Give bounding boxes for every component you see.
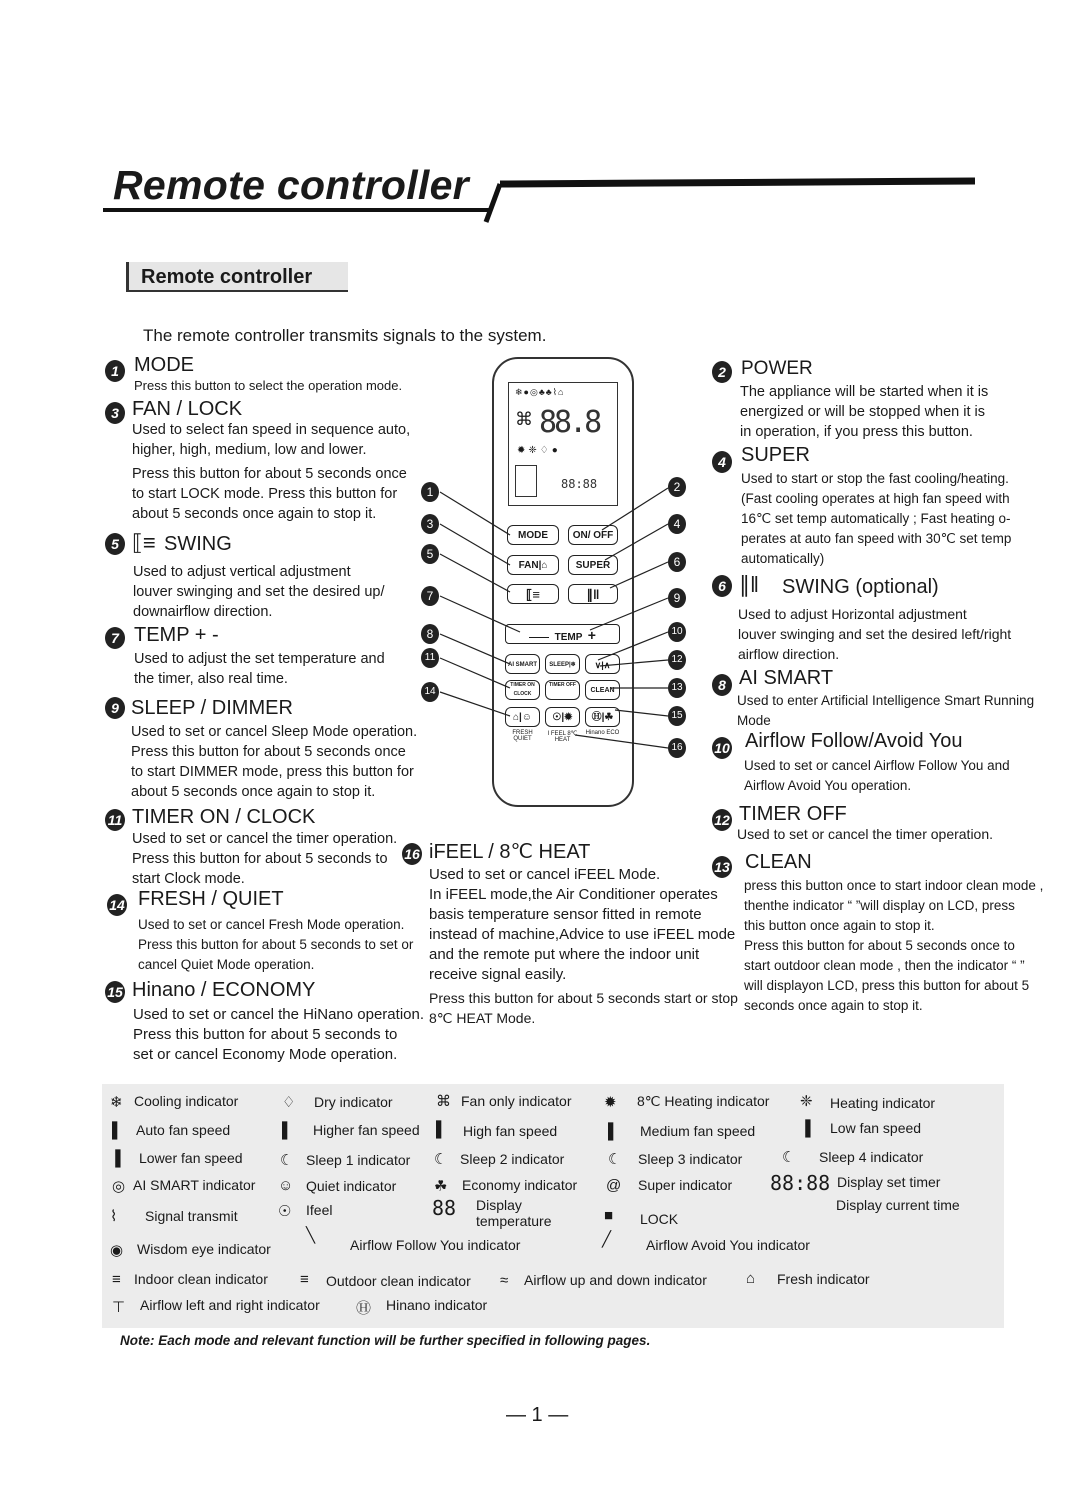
callout-2: 2 [668,477,686,497]
fan-lock-button[interactable]: FAN|⌂ [507,555,559,575]
item-text: Airflow Avoid You operation. [744,778,912,793]
legend-icon: ⌂ [746,1270,756,1287]
item-text: start Clock mode. [132,871,245,887]
legend-icon: ✹ [604,1094,617,1111]
item-text: cancel Quiet Mode operation. [138,957,315,972]
item-title: CLEAN [745,851,812,873]
legend-label: 8℃ Heating indicator [637,1093,770,1109]
footnote: Note: Each mode and relevant function will be further specified in following pages. [120,1333,651,1348]
item-title: TIMER OFF [739,803,847,825]
legend-icon: 88 [432,1196,457,1220]
legend-label: Economy indicator [462,1177,578,1193]
lcd-timer: 88:88 [561,477,598,491]
item-text: about 5 seconds once again to stop it. [131,784,376,800]
item-title: TEMP + - [134,624,219,646]
legend-icon: ⊤ [112,1299,126,1316]
item-text: Used to set or cancel iFEEL Mode. [429,866,661,883]
item-text: automatically) [741,551,825,566]
legend-label: Indoor clean indicator [134,1271,268,1287]
legend-label: Airflow left and right indicator [140,1297,320,1313]
legend-label: Wisdom eye indicator [137,1241,271,1257]
legend-label: Display temperature [476,1197,552,1229]
legend-icon: 88:88 [770,1171,831,1195]
item-number: 8 [712,674,732,696]
item-text: Press this button for about 5 seconds start or stop [429,990,738,1006]
callout-7: 7 [421,586,439,606]
item-text: Mode [737,713,771,728]
item-text: the timer, also real time. [134,671,288,687]
item-text: and the remote put where the indoor unit [429,946,700,963]
legend-icon: ❄ [110,1094,123,1111]
item-text: Press this button for about 5 seconds to [133,1026,398,1043]
swing-vertical-icon: ⟦≡ [132,530,156,555]
item-number: 1 [105,360,125,382]
item-text: 8℃ HEAT Mode. [429,1010,536,1026]
item-text: in operation, if you press this button. [740,424,973,440]
super-button[interactable]: SUPER [568,555,618,575]
item-title: MODE [134,354,194,376]
page-number: — 1 — [506,1404,569,1426]
legend-label: Lower fan speed [139,1150,243,1166]
callout-10: 10 [668,622,686,642]
fresh-quiet-label: FRESH QUIET [512,730,533,742]
item-number: 7 [105,627,125,649]
callout-5: 5 [421,544,439,564]
item-title: SWING (optional) [782,576,939,598]
legend-label: Sleep 3 indicator [638,1151,743,1167]
item-text: Used to adjust Horizontal adjustment [738,606,967,622]
legend-label: High fan speed [463,1123,558,1139]
item-text: airflow direction. [738,646,840,662]
item-text: The appliance will be started when it is [740,384,989,400]
legend-label: Sleep 2 indicator [460,1151,565,1167]
legend-icon: ⌇ [110,1208,118,1225]
legend-icon: ☾ [782,1149,796,1166]
timer-off-button[interactable]: TIMER OFF [545,680,580,700]
item-text: Used to adjust the set temperature and [134,651,385,667]
legend-label: Signal transmit [145,1208,238,1224]
item-number: 3 [105,402,125,424]
lcd-temperature: 88.8 [539,405,600,440]
item-text: energized or will be stopped when it is [740,404,986,420]
item-number: 14 [107,894,127,916]
airflow-button[interactable]: ∨|∧ [585,654,620,674]
item-text: Used to set or cancel the HiNano operation. [133,1006,424,1023]
legend-label: Fresh indicator [777,1271,870,1287]
legend-icon: ☾ [434,1151,448,1168]
intro-text: The remote controller transmits signals to the system. [143,326,547,345]
mode-button[interactable]: MODE [507,525,559,545]
legend-label: Display current time [836,1197,960,1213]
plus-icon: + [587,627,596,643]
callout-9: 9 [668,588,686,608]
callout-4: 4 [668,514,686,534]
legend-label: Sleep 4 indicator [819,1149,924,1165]
item-text: Used to select fan speed in sequence auto, [132,422,411,438]
legend-label: Hinano indicator [386,1297,488,1313]
legend-icon: ☾ [280,1152,294,1169]
legend-icon: ≡ [112,1271,121,1288]
lcd-mode-icons: ✹❈♢● [517,445,561,456]
item-title: FAN / LOCK [132,398,243,420]
legend-label: Airflow Avoid You indicator [646,1237,810,1253]
item-title: Hinano / ECONOMY [132,979,316,1001]
clean-button[interactable]: CLEAN [585,680,620,700]
legend-icon: ☉ [278,1203,292,1220]
item-title: iFEEL / 8℃ HEAT [429,841,591,863]
callout-13: 13 [668,678,686,698]
legend-label: Sleep 1 indicator [306,1152,411,1168]
item-text: Used to set or cancel the timer operation. [737,826,994,842]
callout-1: 1 [421,482,439,502]
legend-label: Auto fan speed [136,1122,231,1138]
callout-12: 12 [668,650,686,670]
item-text: receive signal easily. [429,966,567,983]
item-text: Used to set or cancel Sleep Mode operation. [131,724,418,740]
legend-icon: ≡ [300,1271,309,1288]
legend-label: Super indicator [638,1177,733,1193]
title-rule [470,176,980,226]
item-text: Press this button for about 5 seconds once [131,744,406,760]
legend-icon: ☾ [608,1151,622,1168]
item-text: Used to set or cancel the timer operation. [132,831,398,847]
item-text: will displayon LCD, press this button for about 5 [744,978,1030,993]
title-underline [103,208,491,212]
legend-icon: ▌ [608,1123,619,1140]
item-text: louver swinging and set the desired up/ [133,584,385,600]
legend-icon: @ [606,1177,622,1194]
item-text: (Fast cooling operates at high fan speed with [741,491,1010,506]
item-number: 12 [712,809,732,831]
item-title: SWING [164,533,232,555]
item-title: Airflow Follow/Avoid You [745,730,963,752]
hinano-eco-label: Hinano ECO [585,730,620,736]
legend-icon: ☘ [434,1178,448,1195]
legend-label: Airflow Follow You indicator [350,1237,521,1253]
item-text: Press this button for about 5 seconds once [132,466,407,482]
ai-smart-button[interactable]: AI SMART [505,654,540,674]
item-title: SLEEP / DIMMER [131,697,293,719]
item-title: FRESH / QUIET [138,888,284,910]
timer-on-button[interactable]: TIMER ON CLOCK [505,680,540,700]
callout-11: 11 [421,648,439,668]
item-text: about 5 seconds once again to stop it. [132,506,377,522]
temp-label: TEMP [554,632,583,643]
legend-icon: ▌ [112,1122,123,1139]
legend-icon: ╱ [602,1231,612,1248]
item-text: Used to adjust vertical adjustment [133,564,351,580]
callout-15: 15 [668,706,686,726]
legend-label: Heating indicator [830,1095,936,1111]
callout-6: 6 [668,552,686,572]
callout-16: 16 [668,738,686,758]
legend-label: Dry indicator [314,1094,393,1110]
item-text: seconds once again to stop it. [744,998,923,1013]
legend-icon: ▌ [436,1121,447,1138]
page-title: Remote controller [113,162,469,208]
item-text: to start DIMMER mode, press this button for [131,764,414,780]
item-text: basis temperature sensor fitted in remote [429,906,702,923]
legend-icon: ◉ [110,1242,124,1259]
legend-icon: ☺ [278,1177,294,1194]
item-text: press this button once to start indoor clean mode , [744,878,1044,893]
item-text: Press this button for about 5 seconds to [132,851,388,867]
item-number: 10 [712,737,732,759]
legend-label: Low fan speed [830,1120,922,1136]
item-text: Used to start or stop the fast cooling/heating. [741,471,1009,486]
item-text: downairflow direction. [133,604,273,620]
item-text: In iFEEL mode,the Air Conditioner operates [429,886,718,903]
ifeel-button[interactable]: ☉|✹ [545,707,580,727]
fan-icon: ⌘ [515,409,533,429]
swing-horizontal-button[interactable]: ∥‖ [568,584,618,604]
item-text: perates at auto fan speed with 30℃ set temp [741,531,1012,546]
item-text: set or cancel Economy Mode operation. [133,1046,398,1063]
swing-vertical-button[interactable]: ⟦≡ [507,584,559,604]
fresh-button[interactable]: ⌂|☺ [505,707,540,727]
legend-label: Ifeel [306,1202,333,1218]
item-title: SUPER [741,444,810,466]
sleep-button[interactable]: SLEEP|❄ [545,654,580,674]
legend-label: Airflow up and down indicator [524,1272,707,1288]
legend-label: Cooling indicator [134,1093,239,1109]
legend-icon: ❈ [800,1093,813,1110]
legend-icon: ▐ [110,1150,121,1167]
legend-icon: ╲ [306,1227,316,1244]
legend-label: Fan only indicator [461,1093,572,1109]
item-text: 16℃ set temp automatically ; Fast heating o- [741,511,1011,526]
item-text: higher, high, medium, low and lower. [132,442,367,458]
swing-horizontal-icon: ∥‖ [739,572,760,597]
item-text: Press this button to select the operation mode. [134,378,403,393]
item-number: 9 [105,697,125,719]
item-text: to start LOCK mode. Press this button for [132,486,398,502]
item-text: Press this button for about 5 seconds to set or [138,937,414,952]
callout-8: 8 [421,624,439,644]
section-heading: Remote controller [126,262,348,292]
item-title: POWER [741,358,813,379]
legend-label: Quiet indicator [306,1178,397,1194]
legend-icon: ■ [604,1207,614,1224]
legend-label: Medium fan speed [640,1123,756,1139]
item-number: 15 [105,981,125,1003]
legend-icon: ≈ [500,1272,509,1289]
item-number: 16 [402,843,422,865]
item-text: Used to enter Artificial Intelligence Smart Running [737,693,1035,708]
item-text: louver swinging and set the desired left/right [738,626,1012,642]
item-number: 6 [712,575,732,597]
callout-3: 3 [421,514,439,534]
legend-label: AI SMART indicator [133,1177,256,1193]
item-text: instead of machine,Advice to use iFEEL mode [429,926,736,943]
item-text: Used to set or cancel Fresh Mode operation. [138,917,405,932]
legend-label: LOCK [640,1211,679,1227]
item-text: thenthe indicator “ ”will display on LCD, press [744,898,1015,913]
item-title: TIMER ON / CLOCK [132,806,316,828]
legend-icon: ▌ [282,1122,293,1139]
item-number: 4 [712,451,732,473]
legend-icon: ⌘ [436,1093,451,1110]
item-number: 11 [105,809,125,831]
legend-label: Higher fan speed [313,1122,420,1138]
ifeel-heat-label: I FEEL 8℃ HEAT [547,731,578,743]
callout-lines [420,470,690,760]
item-number: 5 [105,533,125,555]
legend-label: Outdoor clean indicator [326,1273,471,1289]
item-text: start outdoor clean mode , then the indicator “ ” [744,958,1025,973]
callout-14: 14 [421,682,439,702]
item-number: 2 [712,361,732,383]
legend-icon: ▐ [800,1120,811,1137]
item-text: Used to set or cancel Airflow Follow You and [744,758,1010,773]
hinano-button[interactable]: Ⓗ|☘ [585,707,620,727]
item-text: this button once again to stop it. [744,918,935,933]
item-title: AI SMART [739,667,834,689]
legend-icon: Ⓗ [356,1300,372,1317]
temp-button[interactable]: —— TEMP + [505,624,620,644]
on-off-button[interactable]: ON/ OFF [568,525,618,545]
item-text: Press this button for about 5 seconds once to [744,938,1015,953]
legend-icon: ♢ [282,1094,296,1111]
legend-icon: ◎ [112,1178,126,1195]
item-number: 13 [712,856,732,878]
legend-label: Display set timer [837,1174,941,1190]
lcd-icons-row: ❄●◎♣♣⌇⌂ [515,387,565,397]
